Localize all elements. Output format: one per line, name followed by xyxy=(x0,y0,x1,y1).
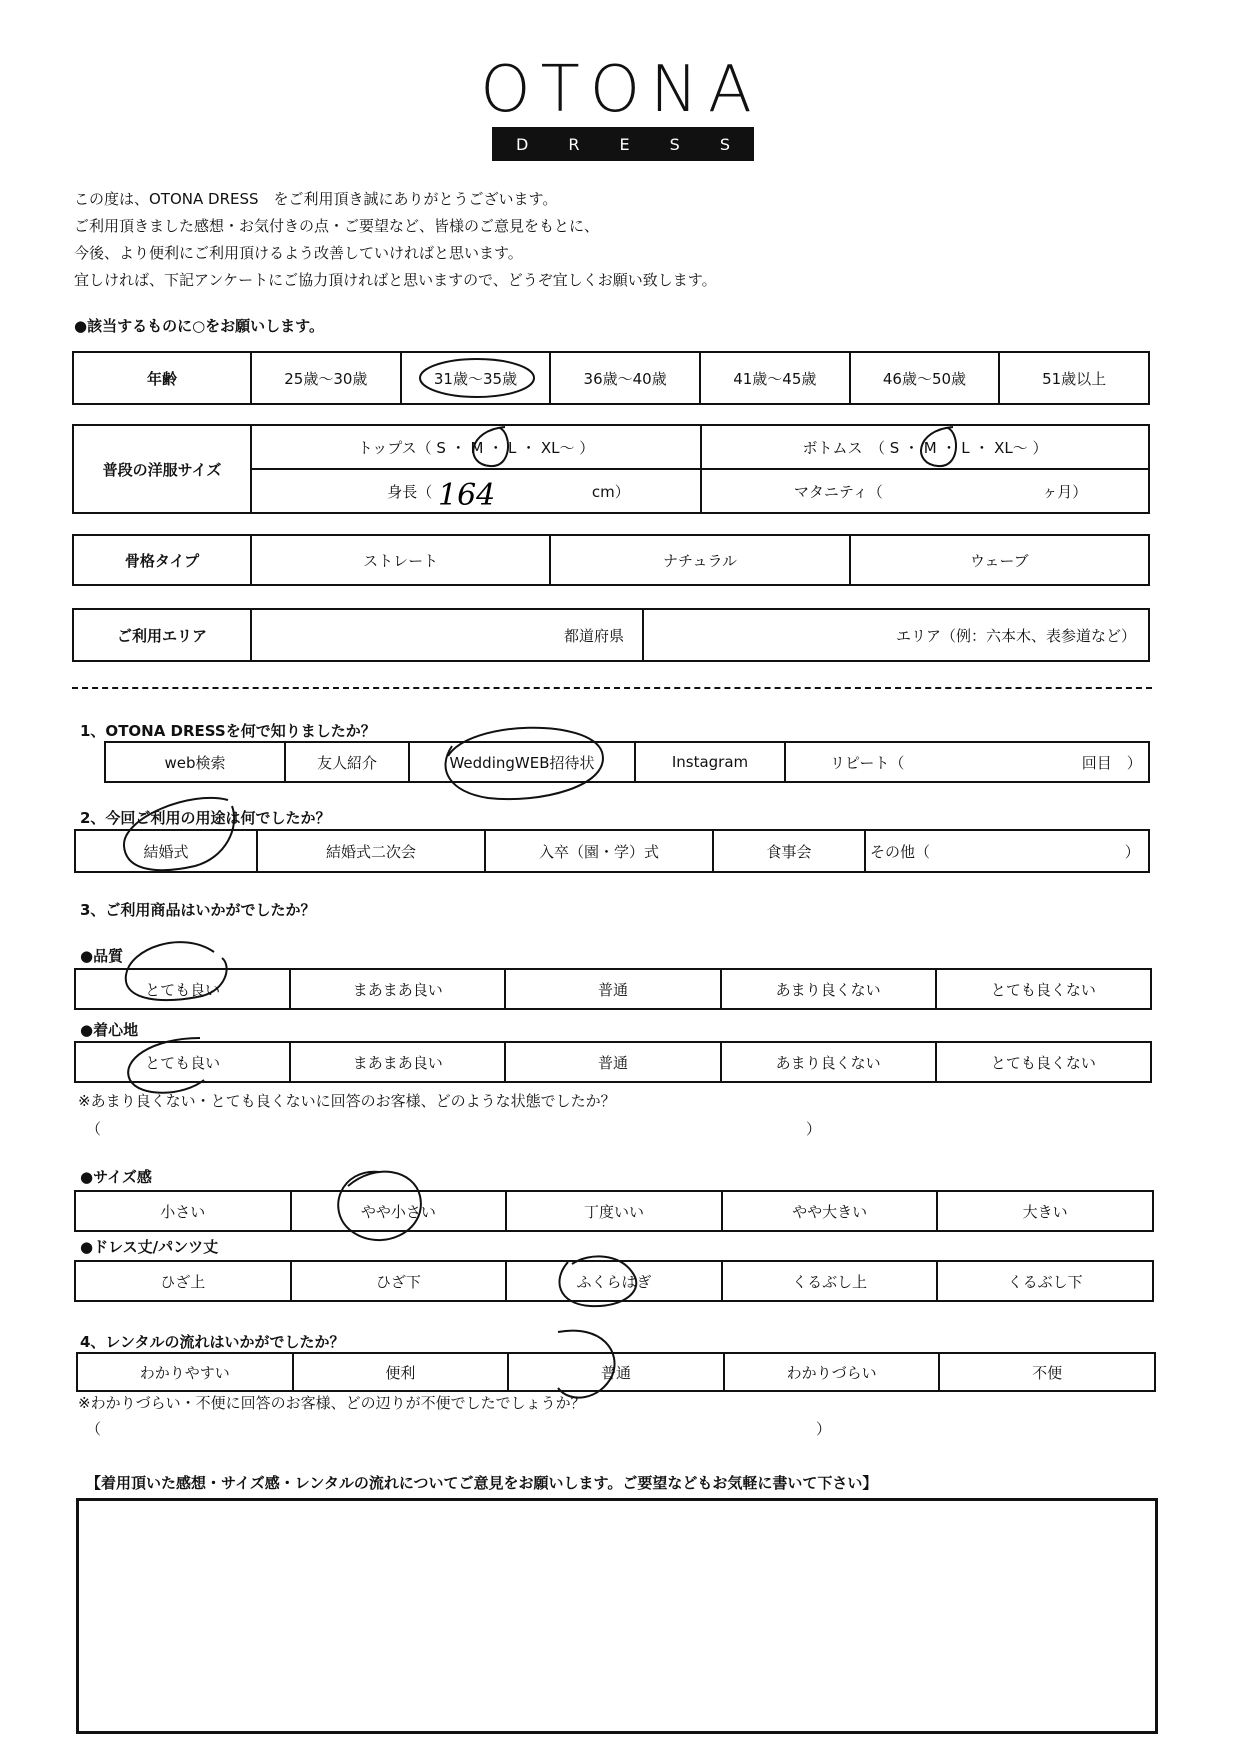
fit-table xyxy=(74,1190,1154,1232)
bottoms-size[interactable]: ボトムス （ S ・ M ・ L ・ XL〜 ） xyxy=(701,425,1149,469)
bone-table xyxy=(72,534,1150,586)
q2-other-close: ） xyxy=(1124,842,1140,861)
q4-option[interactable]: 不便 xyxy=(939,1353,1155,1391)
fit-option[interactable]: 丁度いい xyxy=(506,1191,722,1231)
comfort-table xyxy=(74,1041,1152,1083)
logo-letter: D xyxy=(516,134,529,154)
bone-option[interactable]: ウェーブ xyxy=(850,535,1149,585)
height-unit: cm） xyxy=(591,482,630,501)
quality-option[interactable]: まあまあ良い xyxy=(290,969,505,1009)
logo-letter: E xyxy=(619,134,630,154)
divider xyxy=(72,687,1152,689)
age-table xyxy=(72,351,1150,405)
length-option[interactable]: ひざ上 xyxy=(75,1261,291,1301)
q4-option[interactable]: 便利 xyxy=(293,1353,509,1391)
q1-option[interactable]: Instagram xyxy=(635,742,785,782)
q3-note: ※あまり良くない・とても良くないに回答のお客様、どのような状態でしたか？ xyxy=(78,1092,616,1110)
q2-other-label: その他（ xyxy=(870,842,931,861)
q4-option[interactable]: 普通 xyxy=(508,1353,724,1391)
quality-label: ●品質 xyxy=(80,947,124,965)
size-table xyxy=(72,424,1150,514)
q2-option[interactable]: 食事会 xyxy=(713,830,865,872)
area-prefecture[interactable]: 都道府県 xyxy=(251,609,643,661)
q3-paren-open: （ xyxy=(86,1120,102,1138)
fit-option[interactable]: 小さい xyxy=(75,1191,291,1231)
age-option[interactable]: 46歳〜50歳 xyxy=(850,352,1000,404)
tops-size[interactable]: トップス（ S ・ M ・ L ・ XL〜 ） xyxy=(251,425,701,469)
fit-option[interactable]: 大きい xyxy=(937,1191,1153,1231)
fit-label: ●サイズ感 xyxy=(80,1168,152,1186)
logo-otona: OTONA xyxy=(480,53,762,127)
intro-line: 宜しければ、下記アンケートにご協力頂ければと思いますので、どうぞ宜しくお願い致します。 xyxy=(74,271,717,289)
area-city[interactable]: エリア（例：六本木、表参道など） xyxy=(643,609,1149,661)
length-option[interactable]: ひざ下 xyxy=(291,1261,507,1301)
q1-option[interactable]: 友人紹介 xyxy=(285,742,409,782)
length-option[interactable]: くるぶし下 xyxy=(937,1261,1153,1301)
comfort-option[interactable]: とても良い xyxy=(75,1042,290,1082)
maternity-unit: ヶ月） xyxy=(1042,482,1088,501)
comfort-option[interactable]: まあまあ良い xyxy=(290,1042,505,1082)
logo-letter: S xyxy=(719,134,730,154)
height-label: 身長（ xyxy=(387,482,433,501)
q4-paren-open: （ xyxy=(86,1420,102,1438)
bone-label: 骨格タイプ xyxy=(73,535,251,585)
fit-option[interactable]: やや小さい xyxy=(291,1191,507,1231)
q2-option[interactable]: 結婚式 xyxy=(75,830,257,872)
quality-option[interactable]: とても良い xyxy=(75,969,290,1009)
q1-option-repeat[interactable] xyxy=(785,742,1149,782)
maternity-field[interactable] xyxy=(701,469,1149,513)
comfort-option[interactable]: あまり良くない xyxy=(721,1042,936,1082)
length-option[interactable]: ふくらはぎ xyxy=(506,1261,722,1301)
logo-dress-bar xyxy=(492,127,754,161)
age-label: 年齢 xyxy=(73,352,251,404)
q4-table xyxy=(76,1352,1156,1392)
logo-letter: R xyxy=(568,134,580,154)
q2-option[interactable]: 入卒（園・学）式 xyxy=(485,830,713,872)
comfort-option[interactable]: 普通 xyxy=(505,1042,720,1082)
intro-line: ご利用頂きました感想・お気付きの点・ご要望など、皆様のご意見をもとに、 xyxy=(74,217,600,235)
q4-option[interactable]: わかりづらい xyxy=(724,1353,940,1391)
q2-option-other[interactable] xyxy=(865,830,1149,872)
q4-title: 4、レンタルの流れはいかがでしたか？ xyxy=(80,1333,345,1351)
area-table xyxy=(72,608,1150,662)
intro-text xyxy=(74,186,717,294)
feedback-title: 【着用頂いた感想・サイズ感・レンタルの流れについてご意見をお願いします。ご要望などもお気軽に書いて下さい】 xyxy=(86,1474,878,1492)
q2-table xyxy=(74,829,1150,873)
quality-option[interactable]: とても良くない xyxy=(936,969,1151,1009)
comfort-option[interactable]: とても良くない xyxy=(936,1042,1151,1082)
age-option[interactable]: 25歳〜30歳 xyxy=(251,352,401,404)
q4-option[interactable]: わかりやすい xyxy=(77,1353,293,1391)
intro-line: 今後、より便利にご利用頂けるよう改善していければと思います。 xyxy=(74,244,523,262)
age-option[interactable]: 41歳〜45歳 xyxy=(700,352,850,404)
q4-paren-close: ） xyxy=(816,1420,832,1438)
maternity-label: マタニティ（ xyxy=(793,482,883,501)
logo-letter: S xyxy=(669,134,680,154)
q1-title: 1、OTONA DRESSを何で知りましたか？ xyxy=(80,722,376,740)
bone-option[interactable]: ナチュラル xyxy=(550,535,849,585)
length-label: ●ドレス丈/パンツ丈 xyxy=(80,1238,219,1256)
area-label: ご利用エリア xyxy=(73,609,251,661)
q2-option[interactable]: 結婚式二次会 xyxy=(257,830,485,872)
length-option[interactable]: くるぶし上 xyxy=(722,1261,938,1301)
instruction: ●該当するものに○をお願いします。 xyxy=(74,317,324,335)
q1-repeat-label: リピート（ xyxy=(830,753,905,772)
q3-title: 3、ご利用商品はいかがでしたか？ xyxy=(80,901,316,919)
q2-title: 2、今回ご利用の用途は何でしたか？ xyxy=(80,809,331,827)
feedback-textarea[interactable] xyxy=(76,1498,1158,1734)
q3-paren-close: ） xyxy=(806,1120,822,1138)
q1-repeat-unit: 回目 ） xyxy=(1081,753,1142,772)
age-option[interactable]: 36歳〜40歳 xyxy=(550,352,700,404)
quality-option[interactable]: 普通 xyxy=(505,969,720,1009)
quality-option[interactable]: あまり良くない xyxy=(721,969,936,1009)
q1-option[interactable]: WeddingWEB招待状 xyxy=(409,742,635,782)
length-table xyxy=(74,1260,1154,1302)
q1-option[interactable]: web検索 xyxy=(105,742,285,782)
bone-option[interactable]: ストレート xyxy=(251,535,550,585)
age-option[interactable]: 51歳以上 xyxy=(999,352,1149,404)
q1-table xyxy=(104,741,1150,783)
height-handwritten: 164 xyxy=(438,478,496,513)
size-label: 普段の洋服サイズ xyxy=(73,425,251,513)
intro-line: この度は、OTONA DRESS をご利用頂き誠にありがとうございます。 xyxy=(74,190,558,208)
q4-note: ※わかりづらい・不便に回答のお客様、どの辺りが不便でしたでしょうか？ xyxy=(78,1394,586,1412)
fit-option[interactable]: やや大きい xyxy=(722,1191,938,1231)
height-field[interactable] xyxy=(251,469,701,513)
age-option[interactable]: 31歳〜35歳 xyxy=(401,352,551,404)
comfort-label: ●着心地 xyxy=(80,1021,139,1039)
quality-table xyxy=(74,968,1152,1010)
